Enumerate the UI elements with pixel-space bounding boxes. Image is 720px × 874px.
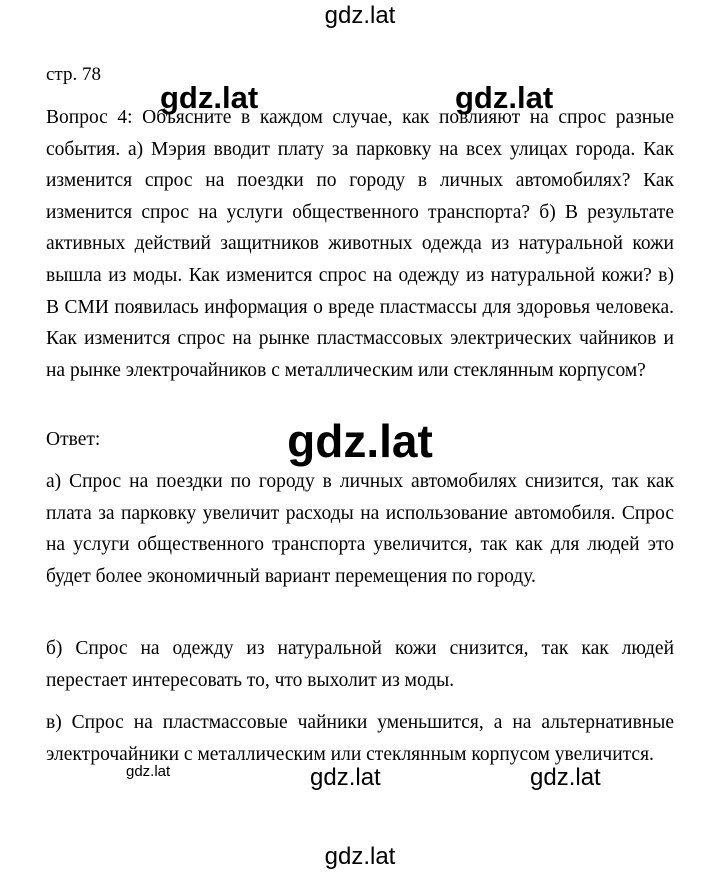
page-number: стр. 78 xyxy=(46,64,101,85)
watermark-bottom-right: gdz.lat xyxy=(530,764,601,791)
watermark-top: gdz.lat xyxy=(324,2,396,29)
answer-paragraph-c: в) Спрос на пластмассовые чайники уменьшится, а на альтернативные электрочайники с металлическим или стеклянным корпусом увеличится. xyxy=(46,712,674,765)
watermark-small: gdz.lat xyxy=(126,763,171,780)
watermark-center: gdz.lat xyxy=(287,415,433,467)
watermark-footer: gdz.lat xyxy=(324,843,396,870)
watermark-bottom-left: gdz.lat xyxy=(310,764,381,791)
watermark-overlay-right: gdz.lat xyxy=(455,80,554,115)
answer-paragraph-b: б) Спрос на одежду из натуральной кожи снизится, так как людей перестает интересовать то, что выхолит из моды. xyxy=(46,638,674,691)
answer-paragraph-a: а) Спрос на поездки по городу в личных автомобилях снизится, так как плата за парковку увеличит расходы на использование автомобиля. Спрос на услуги общественного транспорта увеличится, так как для людей это будет более экономичный вариант перемещения по городу. xyxy=(46,471,674,587)
question-text: Вопрос 4: Объясните в каждом случае, как повлияют на спрос разные события. а) Мэрия вводит плату за парковку на всех улицах города. Как изменится спрос на поездки по городу в личных автомобилях? Как изменится спрос на услуги общественного транспорта? б) В результате активных действий защитников животных одежда из натуральной кожи вышла из моды. Как изменится спрос на одежду из натуральной кожи? в) В СМИ появилась информация о вреде пластмассы для здоровья человека. Как изменится спрос на рынке пластмассовых электрических чайников и на рынке электрочайников с металлическим или стеклянным корпусом? xyxy=(46,107,674,381)
watermark-overlay-left: gdz.lat xyxy=(160,80,259,115)
answer-label: Ответ: xyxy=(46,429,101,450)
